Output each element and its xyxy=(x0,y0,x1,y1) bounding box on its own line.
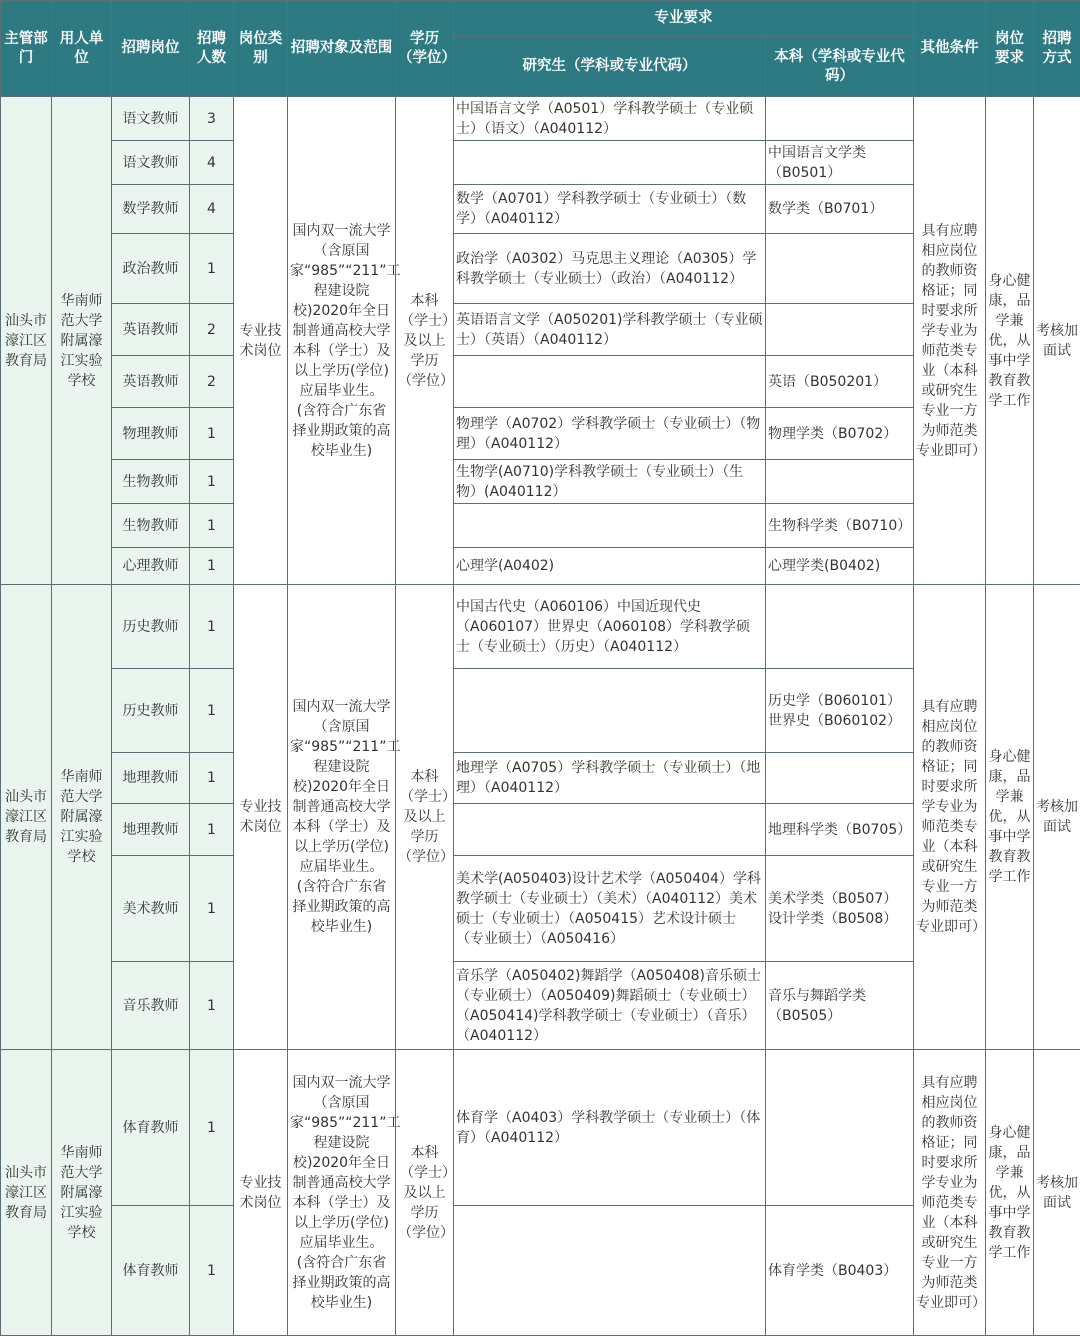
ug-cell: 数学类（B0701） xyxy=(766,185,914,234)
ug-cell xyxy=(766,234,914,304)
count-cell: 4 xyxy=(190,185,234,234)
header-ug: 本科（学科或专业代码） xyxy=(766,37,914,97)
category-cell: 专业技术岗位 xyxy=(234,1050,288,1336)
ug-cell xyxy=(766,1050,914,1206)
header-grad: 研究生（学科或专业代码） xyxy=(454,37,766,97)
header-req: 岗位要求 xyxy=(986,1,1034,97)
grad-cell xyxy=(454,141,766,185)
count-cell: 1 xyxy=(190,408,234,460)
count-cell: 1 xyxy=(190,460,234,504)
header-method: 招聘方式 xyxy=(1034,1,1080,97)
post-cell: 语文教师 xyxy=(112,97,190,141)
grad-cell: 政治学（A0302）马克思主义理论（A0305）学科教学硕士（专业硕士）（政治）（A040112） xyxy=(454,234,766,304)
ug-cell: 中国语言文学类（B0501） xyxy=(766,141,914,185)
edu-cell: 本科（学士）及以上学历（学位） xyxy=(396,1050,454,1336)
ug-cell xyxy=(766,304,914,356)
header-category: 岗位类别 xyxy=(234,1,288,97)
count-cell: 3 xyxy=(190,97,234,141)
post-cell: 语文教师 xyxy=(112,141,190,185)
header-dept: 主管部门 xyxy=(1,1,52,97)
ug-cell xyxy=(766,753,914,804)
header-post: 招聘岗位 xyxy=(112,1,190,97)
post-cell: 生物教师 xyxy=(112,460,190,504)
unit-cell: 华南师范大学附属濠江实验学校 xyxy=(52,585,112,1050)
count-cell: 1 xyxy=(190,585,234,669)
method-cell: 考核加面试 xyxy=(1034,97,1080,585)
req-cell: 身心健康，品学兼优，从事中学教育教学工作 xyxy=(986,585,1034,1050)
edu-cell: 本科（学士）及以上学历（学位） xyxy=(396,97,454,585)
ug-cell: 体育学类（B0403） xyxy=(766,1206,914,1336)
unit-cell: 华南师范大学附属濠江实验学校 xyxy=(52,1050,112,1336)
other-cell: 具有应聘相应岗位的教师资格证；同时要求所学专业为师范类专业（本科或研究生专业一方为师范类专业即可） xyxy=(914,97,986,585)
req-cell: 身心健康，品学兼优，从事中学教育教学工作 xyxy=(986,1050,1034,1336)
grad-cell: 心理学(A0402) xyxy=(454,548,766,585)
grad-cell: 体育学（A0403）学科教学硕士（专业硕士）（体育）（A040112） xyxy=(454,1050,766,1206)
post-cell: 音乐教师 xyxy=(112,962,190,1050)
count-cell: 1 xyxy=(190,548,234,585)
post-cell: 美术教师 xyxy=(112,856,190,962)
category-cell: 专业技术岗位 xyxy=(234,585,288,1050)
dept-cell: 汕头市濠江区教育局 xyxy=(1,1050,52,1336)
count-cell: 1 xyxy=(190,504,234,548)
count-cell: 4 xyxy=(190,141,234,185)
header-other: 其他条件 xyxy=(914,1,986,97)
grad-cell xyxy=(454,804,766,856)
target-cell: 国内双一流大学（含原国家“985”“211”工程建设院校)2020年全日制普通高校大学本科（学士）及以上学历(学位)应届毕业生。(含符合广东省择业期政策的高校毕业生) xyxy=(288,97,396,585)
post-cell: 英语教师 xyxy=(112,356,190,408)
post-cell: 物理教师 xyxy=(112,408,190,460)
grad-cell: 中国语言文学（A0501）学科教学硕士（专业硕士）（语文）（A040112） xyxy=(454,97,766,141)
header-count: 招聘人数 xyxy=(190,1,234,97)
grad-cell xyxy=(454,669,766,753)
count-cell: 2 xyxy=(190,304,234,356)
ug-cell: 地理科学类（B0705） xyxy=(766,804,914,856)
grad-cell: 数学（A0701）学科教学硕士（专业硕士）（数学）（A040112） xyxy=(454,185,766,234)
grad-cell xyxy=(454,356,766,408)
other-cell: 具有应聘相应岗位的教师资格证；同时要求所学专业为师范类专业（本科或研究生专业一方为师范类专业即可） xyxy=(914,585,986,1050)
count-cell: 1 xyxy=(190,856,234,962)
post-cell: 地理教师 xyxy=(112,753,190,804)
ug-cell xyxy=(766,585,914,669)
grad-cell: 地理学（A0705）学科教学硕士（专业硕士）（地理）（A040112） xyxy=(454,753,766,804)
post-cell: 地理教师 xyxy=(112,804,190,856)
method-cell: 考核加面试 xyxy=(1034,1050,1080,1336)
count-cell: 1 xyxy=(190,1050,234,1206)
grad-cell: 音乐学（A050402)舞蹈学（A050408)音乐硕士（专业硕士）（A050409)舞蹈硕士（专业硕士）（A050414)学科教学硕士（专业硕士）（音乐）（A040112） xyxy=(454,962,766,1050)
grad-cell: 美术学(A050403)设计艺术学（A050404）学科教学硕士（专业硕士）（美术）（A040112）美术硕士（专业硕士）（A050415）艺术设计硕士（专业硕士）（A050416） xyxy=(454,856,766,962)
grad-cell xyxy=(454,1206,766,1336)
count-cell: 1 xyxy=(190,669,234,753)
post-cell: 政治教师 xyxy=(112,234,190,304)
post-cell: 英语教师 xyxy=(112,304,190,356)
post-cell: 数学教师 xyxy=(112,185,190,234)
grad-cell: 英语语言文学（A050201)学科教学硕士（专业硕士）（英语）（A040112） xyxy=(454,304,766,356)
grad-cell: 物理学（A0702）学科教学硕士（专业硕士）（物理）（A040112） xyxy=(454,408,766,460)
req-cell: 身心健康，品学兼优，从事中学教育教学工作 xyxy=(986,97,1034,585)
header-major: 专业要求 xyxy=(454,1,914,37)
category-cell: 专业技术岗位 xyxy=(234,97,288,585)
other-cell: 具有应聘相应岗位的教师资格证；同时要求所学专业为师范类专业（本科或研究生专业一方为师范类专业即可） xyxy=(914,1050,986,1336)
ug-cell: 生物科学类（B0710） xyxy=(766,504,914,548)
post-cell: 体育教师 xyxy=(112,1206,190,1336)
header-unit: 用人单位 xyxy=(52,1,112,97)
ug-cell xyxy=(766,97,914,141)
post-cell: 历史教师 xyxy=(112,585,190,669)
ug-cell: 心理学类(B0402) xyxy=(766,548,914,585)
target-cell: 国内双一流大学（含原国家“985”“211”工程建设院校)2020年全日制普通高校大学本科（学士）及以上学历(学位)应届毕业生。(含符合广东省择业期政策的高校毕业生) xyxy=(288,1050,396,1336)
post-cell: 生物教师 xyxy=(112,504,190,548)
grad-cell xyxy=(454,504,766,548)
post-cell: 体育教师 xyxy=(112,1050,190,1206)
dept-cell: 汕头市濠江区教育局 xyxy=(1,97,52,585)
ug-cell: 英语（B050201） xyxy=(766,356,914,408)
count-cell: 1 xyxy=(190,753,234,804)
ug-cell: 物理学类（B0702） xyxy=(766,408,914,460)
grad-cell: 生物学(A0710)学科教学硕士（专业硕士）（生物）(A040112） xyxy=(454,460,766,504)
unit-cell: 华南师范大学附属濠江实验学校 xyxy=(52,97,112,585)
method-cell: 考核加面试 xyxy=(1034,585,1080,1050)
ug-cell: 美术学类（B0507）设计学类（B0508） xyxy=(766,856,914,962)
count-cell: 1 xyxy=(190,234,234,304)
post-cell: 历史教师 xyxy=(112,669,190,753)
header-edu: 学历（学位） xyxy=(396,1,454,97)
count-cell: 1 xyxy=(190,962,234,1050)
count-cell: 1 xyxy=(190,1206,234,1336)
grad-cell: 中国古代史（A060106）中国近现代史（A060107）世界史（A060108）学科教学硕士（专业硕士）（历史）（A040112） xyxy=(454,585,766,669)
ug-cell: 音乐与舞蹈学类（B0505） xyxy=(766,962,914,1050)
edu-cell: 本科（学士）及以上学历（学位） xyxy=(396,585,454,1050)
target-cell: 国内双一流大学（含原国家“985”“211”工程建设院校)2020年全日制普通高校大学本科（学士）及以上学历(学位)应届毕业生。(含符合广东省择业期政策的高校毕业生) xyxy=(288,585,396,1050)
count-cell: 1 xyxy=(190,804,234,856)
count-cell: 2 xyxy=(190,356,234,408)
post-cell: 心理教师 xyxy=(112,548,190,585)
dept-cell: 汕头市濠江区教育局 xyxy=(1,585,52,1050)
header-target: 招聘对象及范围 xyxy=(288,1,396,97)
ug-cell: 历史学（B060101）世界史（B060102） xyxy=(766,669,914,753)
ug-cell xyxy=(766,460,914,504)
